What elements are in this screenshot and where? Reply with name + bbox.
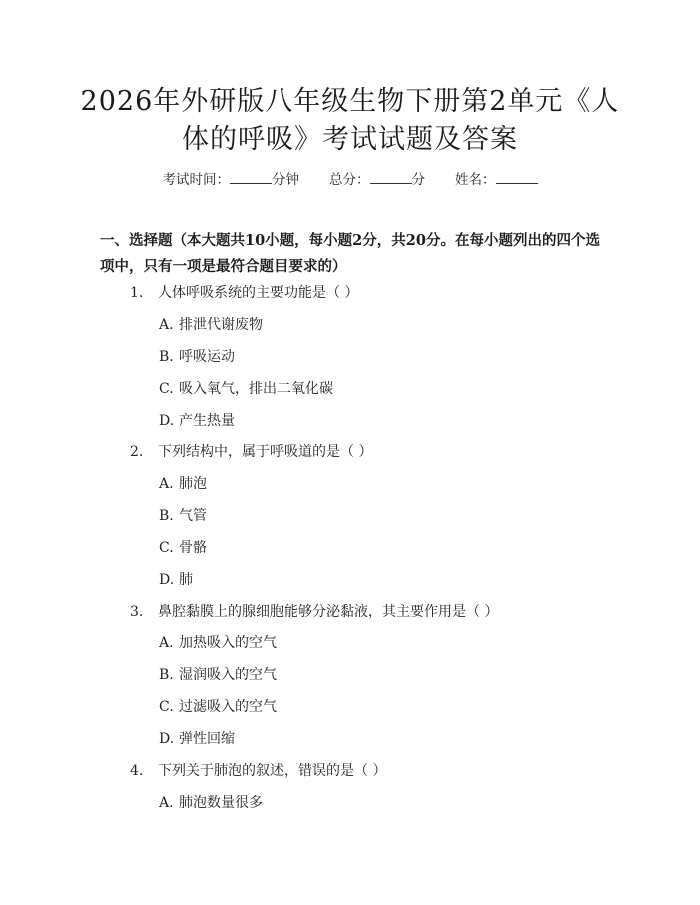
question-4-option-a[interactable] [159,792,263,812]
section-heading-line-1: 一、选择题（本大题共10小题，每小题2分，共20分。在每小题列出的四个选 [100,232,600,249]
option-letter: D. [159,731,175,747]
option-letter: A. [159,317,174,333]
total-score-blank[interactable] [370,171,412,184]
exam-title-line-1: 2026年外研版八年级生物下册第2单元《人 [80,86,620,117]
option-letter: A. [159,635,174,651]
option-text: 产生热量 [179,413,235,429]
option-letter: C. [159,381,174,397]
option-letter: D. [159,413,175,429]
option-letter: D. [159,572,175,588]
option-text: 肺泡 [179,476,207,492]
question-3-option-d[interactable] [159,728,235,748]
question-number: 2. [130,444,144,460]
question-1-option-b[interactable] [159,346,235,366]
exam-meta-row [0,168,700,188]
question-number: 1. [130,285,144,301]
option-letter: B. [159,508,174,524]
question-3-option-c[interactable] [159,696,277,716]
question-number: 4. [130,763,144,779]
question-2-option-c[interactable] [159,537,207,557]
option-letter: A. [159,795,174,811]
student-name-label: 姓名： [455,172,496,188]
question-4 [130,760,386,780]
question-stem: 下列结构中，属于呼吸道的是（ ） [158,444,373,460]
option-text: 呼吸运动 [179,349,235,365]
student-name-blank[interactable] [496,171,538,184]
option-text: 骨骼 [179,540,207,556]
option-letter: B. [159,667,174,683]
option-text: 气管 [179,508,207,524]
exam-time-label: 考试时间： [162,172,230,188]
total-score-unit: 分 [411,172,425,188]
option-text: 湿润吸入的空气 [179,667,277,683]
question-3-option-a[interactable] [159,632,277,652]
question-1-option-a[interactable] [159,314,263,334]
option-letter: C. [159,540,174,556]
question-1-option-c[interactable] [159,378,333,398]
exam-time-blank[interactable] [230,171,272,184]
option-text: 加热吸入的空气 [179,635,277,651]
option-letter: B. [159,349,174,365]
exam-title-line-2: 体的呼吸》考试试题及答案 [182,124,518,155]
question-1 [130,282,358,302]
option-text: 弹性回缩 [179,731,235,747]
question-2-option-a[interactable] [159,473,207,493]
option-text: 肺 [179,572,193,588]
question-stem: 人体呼吸系统的主要功能是（ ） [158,285,359,301]
question-3-option-b[interactable] [159,664,277,684]
option-letter: A. [159,476,174,492]
option-text: 过滤吸入的空气 [179,699,277,715]
question-2-option-b[interactable] [159,505,207,525]
total-score-label: 总分： [329,172,370,188]
question-3 [130,601,498,621]
option-letter: C. [159,699,174,715]
section-heading [100,228,660,280]
option-text: 吸入氧气，排出二氧化碳 [179,381,333,397]
question-stem: 鼻腔黏膜上的腺细胞能够分泌黏液，其主要作用是（ ） [158,604,499,620]
exam-time-unit: 分钟 [272,172,299,188]
question-1-option-d[interactable] [159,410,235,430]
question-2 [130,441,372,461]
question-stem: 下列关于肺泡的叙述，错误的是（ ） [158,763,387,779]
option-text: 肺泡数量很多 [179,795,263,811]
question-2-option-d[interactable] [159,569,193,589]
option-text: 排泄代谢废物 [179,317,263,333]
question-number: 3. [130,604,144,620]
section-heading-line-2: 项中，只有一项是最符合题目要求的） [100,258,347,275]
